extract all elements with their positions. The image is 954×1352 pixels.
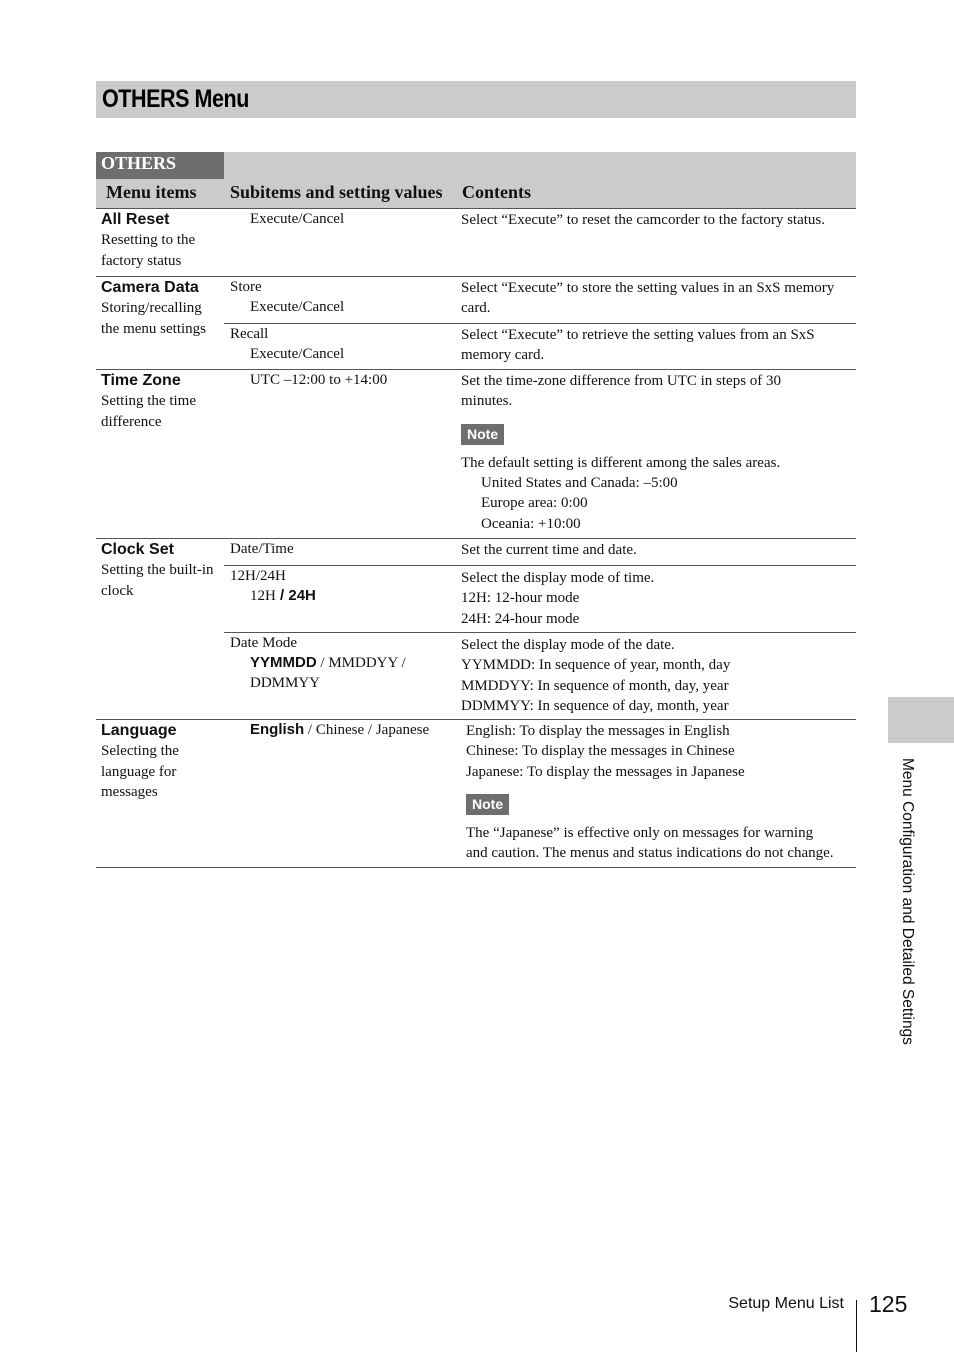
contents-text: Select the display mode of time. [461, 570, 655, 586]
contents-text: Chinese: To display the messages in Chinese [466, 743, 735, 760]
others-tab-label: OTHERS [96, 152, 224, 179]
item-desc: clock [101, 582, 134, 599]
note-text: The “Japanese” is effective only on messages for warning [466, 825, 814, 842]
side-tab [888, 697, 954, 743]
option-english-default: English [250, 721, 305, 738]
sub-values: Execute/Cancel [250, 211, 345, 227]
note-text: The default setting is different among the sales areas. [461, 454, 781, 471]
item-name: Camera Data [101, 279, 199, 296]
others-menu-table [96, 152, 856, 868]
item-desc: Storing/recalling [101, 300, 202, 316]
contents-text: English: To display the messages in English [466, 723, 730, 739]
table-row-all-reset [96, 208, 856, 277]
contents-text: DDMMYY: In sequence of day, month, year [461, 697, 729, 714]
header-contents: Contents [462, 182, 532, 202]
table-header [96, 152, 856, 208]
footer-divider [856, 1300, 857, 1352]
header-subitems: Subitems and setting values [230, 182, 443, 202]
note-text: Oceania: +10:00 [481, 515, 581, 532]
contents-text: 12H: 12-hour mode [461, 590, 580, 607]
item-desc: Selecting the [101, 743, 179, 759]
contents-text: Select “Execute” to store the setting values in an SxS memory [461, 280, 835, 296]
item-name: Clock Set [101, 541, 174, 558]
item-desc: difference [101, 413, 162, 430]
option-list: / Chinese / Japanese [304, 722, 430, 738]
item-desc: messages [101, 784, 158, 800]
page-number: 125 [869, 1291, 908, 1317]
sub-label: 12H/24H [230, 568, 286, 584]
item-name: Language [101, 722, 177, 739]
contents-text: MMDDYY: In sequence of month, day, year [461, 677, 729, 694]
page-title: OTHERS Menu [102, 85, 249, 113]
option-12h: 12H [250, 588, 276, 604]
note-text: and caution. The menus and status indications do not change. [466, 845, 834, 862]
option-yymmdd-default: YYMMDD [250, 654, 317, 671]
contents-text: Select “Execute” to reset the camcorder to the factory status. [461, 212, 825, 228]
footer-section-label: Setup Menu List [728, 1295, 844, 1312]
contents-text: card. [461, 300, 491, 317]
contents-text: YYMMDD: In sequence of year, month, day [461, 657, 731, 674]
item-desc: Setting the time [101, 393, 196, 409]
note-text: United States and Canada: –5:00 [481, 475, 678, 492]
option-list: / MMDDYY / [316, 655, 406, 671]
sub-values: Execute/Cancel [250, 299, 345, 315]
table-row-time-zone [96, 370, 856, 539]
item-desc: Resetting to the [101, 232, 196, 248]
note-text: Europe area: 0:00 [481, 495, 588, 512]
contents-text: memory card. [461, 347, 545, 364]
option-ddmmyy: DDMMYY [250, 675, 321, 691]
sub-label: Recall [230, 326, 269, 342]
option-24h-default: 24H [288, 587, 316, 604]
item-desc: Setting the built-in [101, 562, 214, 578]
title-bar [96, 81, 856, 118]
side-section-label: Menu Configuration and Detailed Settings [899, 758, 916, 1045]
item-name: All Reset [101, 211, 170, 228]
option-separator: / [275, 587, 289, 604]
note-badge: Note [466, 794, 509, 815]
contents-text: Set the current time and date. [461, 542, 637, 558]
item-name: Time Zone [101, 372, 181, 389]
contents-text: Set the time-zone difference from UTC in steps of 30 [461, 373, 782, 389]
sub-label: Store [230, 279, 262, 295]
contents-text: Select the display mode of the date. [461, 637, 675, 653]
sub-values: Execute/Cancel [250, 346, 345, 362]
note-badge: Note [461, 424, 504, 445]
item-desc: language for [101, 763, 177, 780]
sub-label: Date Mode [230, 635, 298, 651]
contents-text: 24H: 24-hour mode [461, 610, 580, 627]
contents-text: Japanese: To display the messages in Japanese [466, 763, 745, 780]
sub-label: Date/Time [230, 541, 294, 557]
table-row-clock-set [96, 539, 856, 720]
table-row-camera-data [96, 277, 856, 370]
sub-values: UTC –12:00 to +14:00 [250, 372, 388, 388]
item-desc: factory status [101, 252, 182, 269]
item-desc: the menu settings [101, 320, 206, 337]
contents-text: minutes. [461, 393, 513, 410]
header-menu-items: Menu items [106, 182, 197, 202]
contents-text: Select “Execute” to retrieve the setting values from an SxS [461, 327, 815, 343]
table-row-language [96, 720, 856, 868]
